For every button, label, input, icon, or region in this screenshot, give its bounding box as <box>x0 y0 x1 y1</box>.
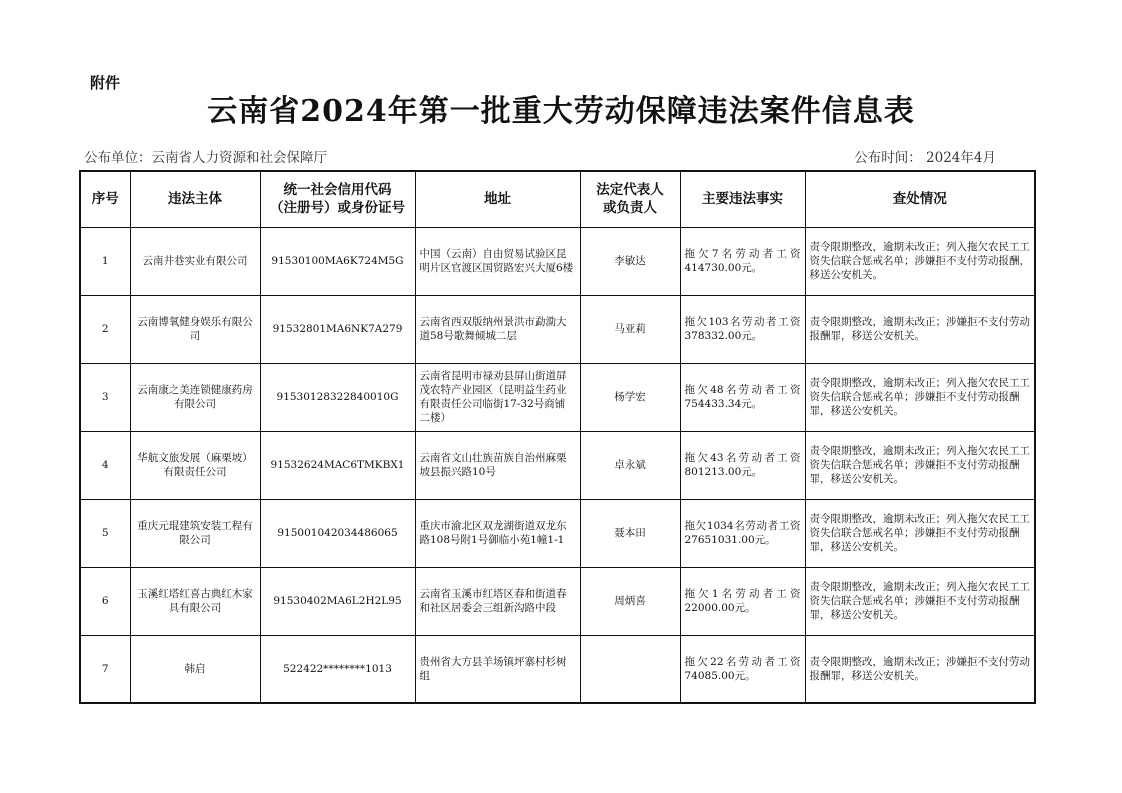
cell-handling: 责令限期整改，逾期未改正；列入拖欠农民工工资失信联合惩戒名单；涉嫌拒不支付劳动报酬，移送公安机关。 <box>805 227 1035 295</box>
header-entity: 违法主体 <box>130 171 260 227</box>
cell-legal-rep: 周炳喜 <box>580 567 680 635</box>
cell-credit-code: 91530100MA6K724M5G <box>260 227 415 295</box>
table-row <box>80 227 1035 295</box>
cell-entity: 重庆元琨建筑安装工程有限公司 <box>130 499 260 567</box>
cell-index: 4 <box>80 431 130 499</box>
cell-handling: 责令限期整改，逾期未改正；涉嫌拒不支付劳动报酬罪，移送公安机关。 <box>805 635 1035 703</box>
cell-violation-facts: 拖欠43名劳动者工资801213.00元。 <box>680 431 805 499</box>
header-handling: 查处情况 <box>805 171 1035 227</box>
cell-index: 6 <box>80 567 130 635</box>
header-address: 地址 <box>415 171 580 227</box>
cell-violation-facts: 拖欠22名劳动者工资74085.00元。 <box>680 635 805 703</box>
cell-handling: 责令限期整改，逾期未改正；列入拖欠农民工工资失信联合惩戒名单；涉嫌拒不支付劳动报酬罪，移送公安机关。 <box>805 499 1035 567</box>
table-row <box>80 431 1035 499</box>
cell-violation-facts: 拖欠48名劳动者工资754433.34元。 <box>680 363 805 431</box>
cell-violation-facts: 拖欠7名劳动者工资414730.00元。 <box>680 227 805 295</box>
header-index: 序号 <box>80 171 130 227</box>
cell-legal-rep: 李敏达 <box>580 227 680 295</box>
case-table <box>79 170 1036 704</box>
cell-address: 中国（云南）自由贸易试验区昆明片区官渡区国贸路宏兴大厦6楼 <box>415 227 580 295</box>
table-row <box>80 635 1035 703</box>
cell-entity: 韩启 <box>130 635 260 703</box>
cell-credit-code: 91530402MA6L2H2L95 <box>260 567 415 635</box>
cell-entity: 云南康之美连锁健康药房有限公司 <box>130 363 260 431</box>
cell-entity: 玉溪红塔红喜古典红木家具有限公司 <box>130 567 260 635</box>
cell-legal-rep: 杨学宏 <box>580 363 680 431</box>
cell-address: 云南省西双版纳州景洪市勐泐大道58号歌舞倾城二层 <box>415 295 580 363</box>
cell-index: 3 <box>80 363 130 431</box>
cell-violation-facts: 拖欠103名劳动者工资378332.00元。 <box>680 295 805 363</box>
cell-handling: 责令限期整改，逾期未改正；涉嫌拒不支付劳动报酬罪，移送公安机关。 <box>805 295 1035 363</box>
table-row <box>80 295 1035 363</box>
cell-index: 2 <box>80 295 130 363</box>
table-body <box>80 227 1035 703</box>
cell-credit-code: 91532624MAC6TMKBX1 <box>260 431 415 499</box>
cell-entity: 云南博氧健身娱乐有限公司 <box>130 295 260 363</box>
cell-credit-code: 91532801MA6NK7A279 <box>260 295 415 363</box>
cell-address: 重庆市渝北区双龙湖街道双龙东路108号附1号御临小苑1幢1-1 <box>415 499 580 567</box>
cell-credit-code: 522422********1013 <box>260 635 415 703</box>
table-row <box>80 363 1035 431</box>
cell-index: 5 <box>80 499 130 567</box>
attachment-label: 附件 <box>90 74 121 92</box>
publisher-line: 公布单位：云南省人力资源和社会保障厅 <box>84 150 327 166</box>
cell-index: 7 <box>80 635 130 703</box>
cell-legal-rep: 卓永斌 <box>580 431 680 499</box>
cell-legal-rep: 马亚莉 <box>580 295 680 363</box>
cell-index: 1 <box>80 227 130 295</box>
cell-address: 云南省玉溪市红塔区春和街道春和社区居委会三组新沟路中段 <box>415 567 580 635</box>
publish-time: 公布时间： 2024年4月 <box>854 150 996 166</box>
cell-handling: 责令限期整改，逾期未改正；列入拖欠农民工工资失信联合惩戒名单；涉嫌拒不支付劳动报酬罪，移送公安机关。 <box>805 567 1035 635</box>
cell-address: 云南省文山壮族苗族自治州麻栗坡县振兴路10号 <box>415 431 580 499</box>
cell-violation-facts: 拖欠1名劳动者工资22000.00元。 <box>680 567 805 635</box>
cell-address: 云南省昆明市禄劝县屏山街道屏茂农特产业园区（昆明益生药业有限责任公司临街17-32号商铺二楼） <box>415 363 580 431</box>
cell-credit-code: 915001042034486065 <box>260 499 415 567</box>
cell-entity: 云南井巷实业有限公司 <box>130 227 260 295</box>
cell-handling: 责令限期整改，逾期未改正；列入拖欠农民工工资失信联合惩戒名单；涉嫌拒不支付劳动报酬罪，移送公安机关。 <box>805 431 1035 499</box>
table-row <box>80 499 1035 567</box>
cell-entity: 华航文旅发展（麻栗坡）有限责任公司 <box>130 431 260 499</box>
header-credit-code: 统一社会信用代码 （注册号）或身份证号 <box>260 171 415 227</box>
cell-legal-rep: 聂本田 <box>580 499 680 567</box>
document-title: 云南省2024年第一批重大劳动保障违法案件信息表 <box>207 94 915 129</box>
table-row <box>80 567 1035 635</box>
cell-handling: 责令限期整改，逾期未改正；列入拖欠农民工工资失信联合惩戒名单；涉嫌拒不支付劳动报酬罪，移送公安机关。 <box>805 363 1035 431</box>
header-legal-rep: 法定代表人 或负责人 <box>580 171 680 227</box>
header-violation-facts: 主要违法事实 <box>680 171 805 227</box>
cell-legal-rep <box>580 635 680 703</box>
table-header-row <box>80 171 1035 227</box>
cell-address: 贵州省大方县羊场镇坪寨村杉树组 <box>415 635 580 703</box>
cell-credit-code: 91530128322840010G <box>260 363 415 431</box>
cell-violation-facts: 拖欠1034名劳动者工资27651031.00元。 <box>680 499 805 567</box>
